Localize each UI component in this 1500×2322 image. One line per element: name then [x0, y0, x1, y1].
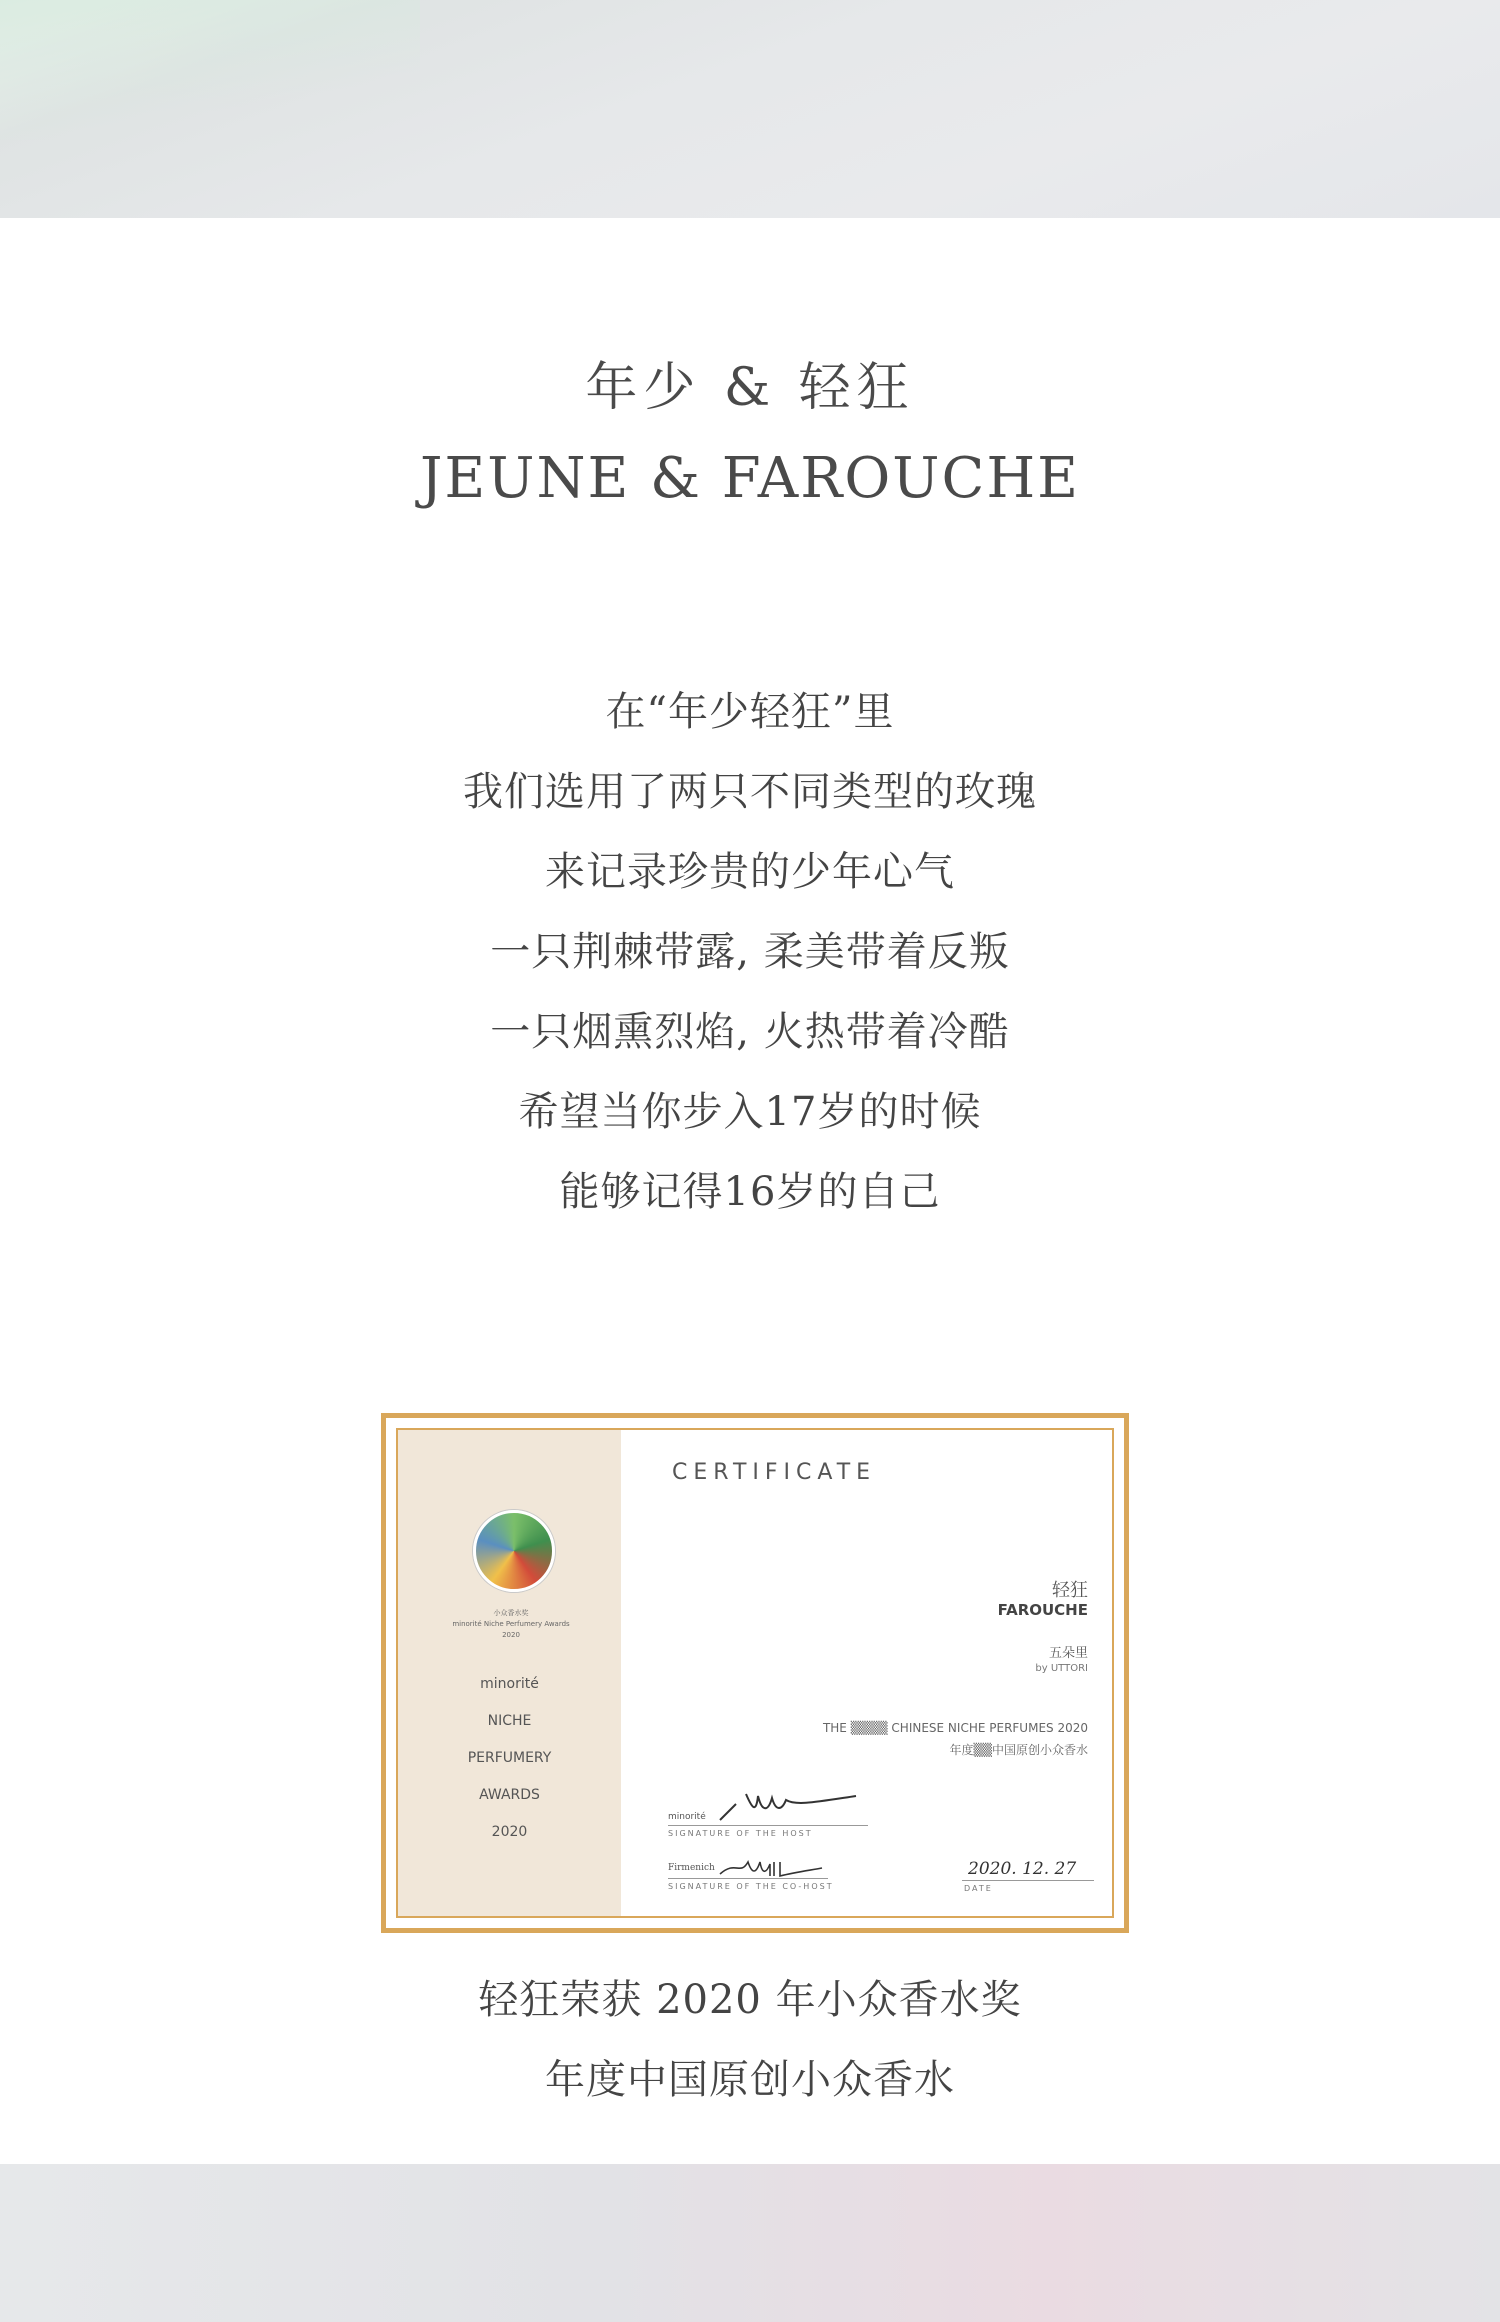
- poem-line: 希望当你步入17岁的时候: [518, 1089, 982, 1135]
- host-signature-line: [668, 1825, 868, 1826]
- poem-line: 一只烟熏烈焰, 火热带着冷酷: [490, 1009, 1010, 1055]
- award-certificate: [381, 1413, 1129, 1933]
- emblem-caption: 小众香水奖 minorité Niche Perfumery Awards 2020: [452, 1609, 570, 1639]
- host-signature: [716, 1786, 866, 1826]
- award-name: minorité NICHE PERFUMERY AWARDS 2020: [467, 1676, 552, 1840]
- poem-line: 我们选用了两只不同类型的玫瑰: [463, 769, 1037, 815]
- poem-line: 来记录珍贵的少年心气: [545, 849, 955, 895]
- cohost-signature: [716, 1856, 826, 1880]
- award-category-english: THE ▒▒▒▒ CHINESE NICHE PERFUMES 2020: [822, 1721, 1088, 1735]
- certificate-side-panel: [398, 1430, 621, 1916]
- product-name-chinese: 轻狂: [1052, 1580, 1088, 1601]
- certificate-date: 2020. 12. 27: [968, 1859, 1077, 1879]
- title-chinese: 年少 & 轻狂: [585, 358, 915, 418]
- award-emblem-icon: [473, 1510, 555, 1592]
- poem-block: [0, 672, 1500, 1232]
- brand-name-chinese: 五朵里: [1048, 1646, 1088, 1661]
- caption-line: 轻狂荣获 2020 年小众香水奖: [478, 1977, 1022, 2023]
- date-label: DATE: [964, 1884, 993, 1893]
- bottom-gradient-band: [0, 2164, 1500, 2322]
- poem-line: 能够记得16岁的自己: [559, 1169, 941, 1215]
- award-caption: [0, 1960, 1500, 2120]
- poem-line: 在“年少轻狂”里: [605, 689, 895, 735]
- product-name-english: FAROUCHE: [997, 1601, 1088, 1619]
- host-signature-label: SIGNATURE OF THE HOST: [668, 1829, 813, 1838]
- caption-line: 年度中国原创小众香水: [545, 2057, 955, 2103]
- host-logo: minorité: [668, 1812, 706, 1822]
- top-gradient-band: [0, 0, 1500, 218]
- award-category-chinese: 年度▒▒中国原创小众香水: [949, 1743, 1088, 1757]
- cohost-logo: Firmenich: [668, 1863, 715, 1873]
- poem-line: 一只荆棘带露, 柔美带着反叛: [490, 929, 1010, 975]
- date-line: [962, 1880, 1094, 1881]
- cohost-signature-label: SIGNATURE OF THE CO-HOST: [668, 1882, 834, 1891]
- certificate-title: CERTIFICATE: [672, 1460, 877, 1485]
- cohost-signature-line: [668, 1878, 828, 1879]
- title-english: JEUNE & FAROUCHE: [419, 446, 1081, 511]
- brand-name-english: by UTTORI: [1035, 1663, 1088, 1674]
